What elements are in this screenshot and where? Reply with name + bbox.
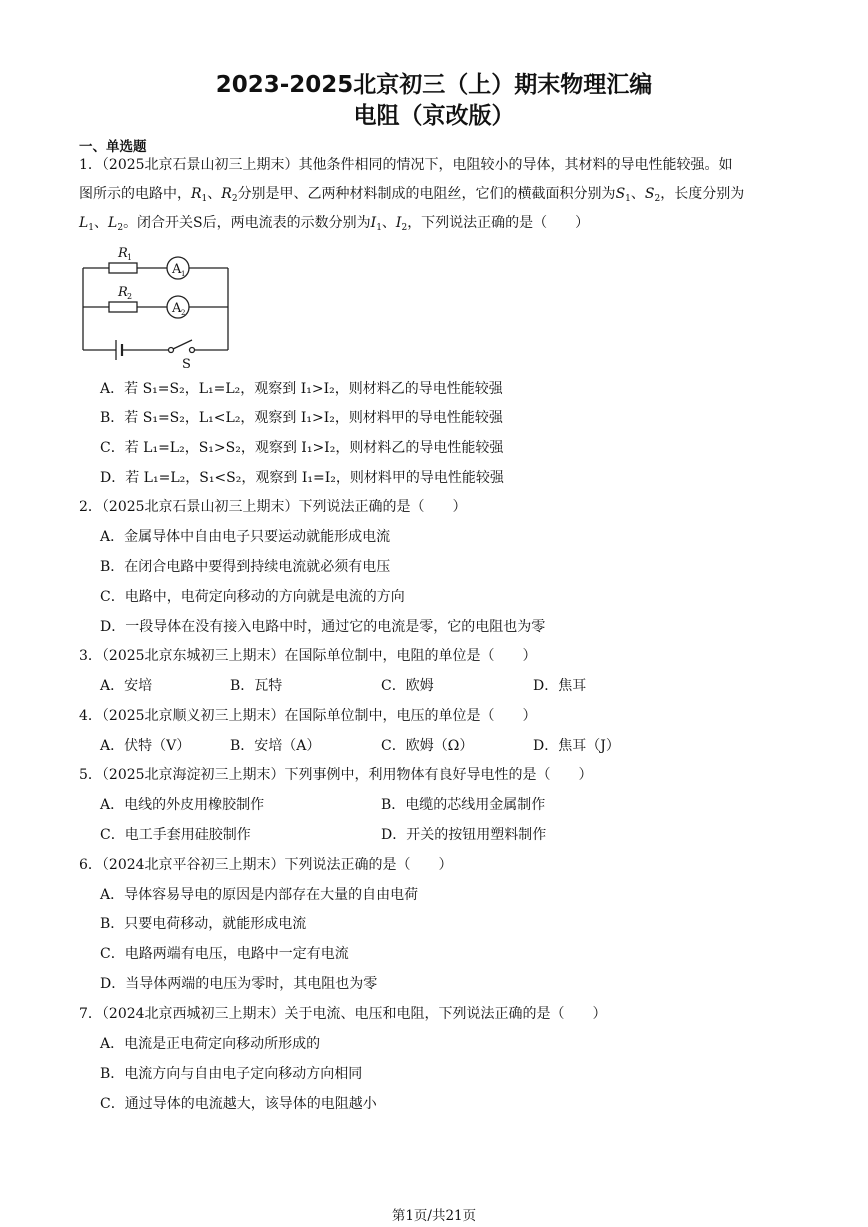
document-subtitle: 电阻（京改版）	[353, 103, 515, 129]
q4-option-a: A．伏特（V）	[100, 738, 191, 754]
document-title: 2023-2025北京初三（上）期末物理汇编	[215, 72, 653, 98]
a1-label: A	[172, 262, 182, 277]
q5-option-b: B．电缆的芯线用金属制作	[381, 797, 546, 813]
q3-option-a: A．安培	[100, 678, 153, 694]
question-2-stem: 2．（2025北京石景山初三上期末）下列说法正确的是（ ）	[79, 499, 467, 515]
question-5-stem: 5．（2025北京海淀初三上期末）下列事例中，利用物体有良好导电性的是（ ）	[79, 767, 593, 783]
question-4-stem: 4．（2025北京顺义初三上期末）在国际单位制中，电压的单位是（ ）	[79, 708, 537, 724]
q2-option-b: B．在闭合电路中要得到持续电流就必须有电压	[100, 559, 391, 575]
question-1-line-2: 图所示的电路中，$R_1$、$R_2$分别是甲、乙两种材料制成的电阻丝，它们的横截面积分别为$S_1$、$S_2$，长度分别为	[79, 186, 745, 204]
q7-option-b: B．电流方向与自由电子定向移动方向相同	[100, 1066, 363, 1082]
q1-option-d: D．若 L₁=L₂，S₁<S₂，观察到 I₁=I₂，则材料甲的导电性能较强	[100, 470, 504, 486]
q2-option-a: A．金属导体中自由电子只要运动就能形成电流	[100, 529, 391, 545]
q6-option-d: D．当导体两端的电压为零时，其电阻也为零	[100, 976, 378, 992]
q5-option-d: D．开关的按钮用塑料制作	[381, 827, 547, 843]
resistor-r2	[109, 302, 137, 312]
question-6-stem: 6．（2024北京平谷初三上期末）下列说法正确的是（ ）	[79, 857, 453, 873]
q6-option-a: A．导体容易导电的原因是内部存在大量的自由电荷	[100, 887, 419, 903]
r1-subscript: 1	[127, 253, 133, 262]
r2-label: R	[118, 285, 128, 300]
r1-label: R	[118, 246, 128, 261]
q6-option-b: B．只要电荷移动，就能形成电流	[100, 916, 307, 932]
q5-option-a: A．电线的外皮用橡胶制作	[100, 797, 265, 813]
q2-option-c: C．电路中，电荷定向移动的方向就是电流的方向	[100, 589, 405, 605]
q1-option-c: C．若 L₁=L₂，S₁>S₂，观察到 I₁>I₂，则材料乙的导电性能较强	[100, 440, 504, 456]
q2-option-d: D．一段导体在没有接入电路中时，通过它的电流是零，它的电阻也为零	[100, 619, 546, 635]
switch-icon	[173, 340, 192, 349]
q3-option-c: C．欧姆	[381, 678, 434, 694]
a2-label: A	[172, 301, 182, 316]
q3-option-b: B．瓦特	[230, 678, 283, 694]
q3-option-d: D．焦耳	[533, 678, 587, 694]
circuit-diagram	[78, 240, 238, 370]
r2-subscript: 2	[127, 292, 133, 301]
q4-option-d: D．焦耳（J）	[533, 738, 620, 754]
question-1-line-3: $L_1$、$L_2$。闭合开关S后，两电流表的示数分别为$I_1$、$I_2$，下列说法正确的是（ ）	[79, 215, 590, 233]
q7-option-a: A．电流是正电荷定向移动所形成的	[100, 1036, 321, 1052]
resistor-r1	[109, 263, 137, 273]
question-1-line-1: 1．（2025北京石景山初三上期末）其他条件相同的情况下，电阻较小的导体，其材料的导电性能较强。如	[79, 157, 733, 173]
section-heading: 一、单选题	[79, 139, 147, 155]
question-3-stem: 3．（2025北京东城初三上期末）在国际单位制中，电阻的单位是（ ）	[79, 648, 537, 664]
a1-subscript: 1	[181, 270, 186, 278]
q7-option-c: C．通过导体的电流越大，该导体的电阻越小	[100, 1096, 377, 1112]
page-number-footer: 第1页/共21页	[391, 1208, 477, 1224]
q1-option-a: A．若 S₁=S₂，L₁=L₂，观察到 I₁>I₂，则材料乙的导电性能较强	[100, 381, 503, 397]
a2-subscript: 2	[181, 309, 186, 317]
question-7-stem: 7．（2024北京西城初三上期末）关于电流、电压和电阻，下列说法正确的是（ ）	[79, 1006, 607, 1022]
q1-option-b: B．若 S₁=S₂，L₁<L₂，观察到 I₁>I₂，则材料甲的导电性能较强	[100, 410, 503, 426]
q4-option-b: B．安培（A）	[230, 738, 321, 754]
q5-option-c: C．电工手套用硅胶制作	[100, 827, 251, 843]
q4-option-c: C．欧姆（Ω）	[381, 738, 474, 754]
switch-label: S	[182, 357, 191, 370]
q6-option-c: C．电路两端有电压，电路中一定有电流	[100, 946, 349, 962]
